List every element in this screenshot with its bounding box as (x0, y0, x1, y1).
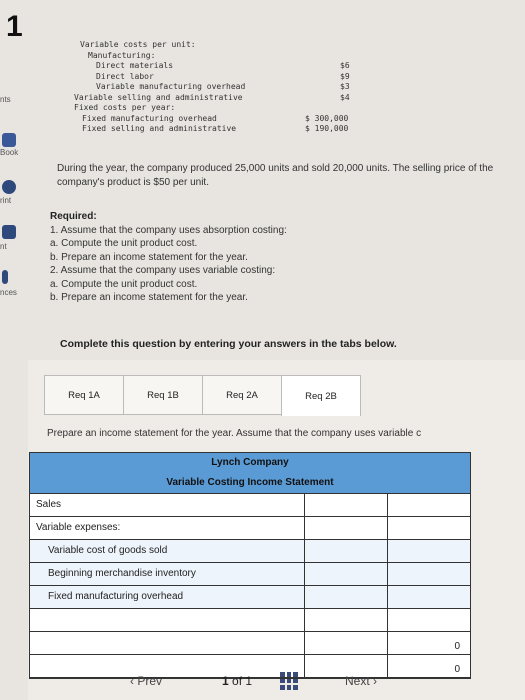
page-of: of 1 (232, 674, 253, 688)
table-row (30, 563, 470, 586)
costs-header: Variable costs per unit: (80, 40, 196, 49)
manufacturing-label: Manufacturing: (88, 50, 156, 60)
fixed-header: Fixed costs per year: (74, 103, 176, 112)
requirement-line: b. Prepare an income statement for the year. (50, 251, 248, 263)
total-input[interactable] (387, 609, 470, 631)
question-number: 1 (6, 10, 23, 43)
cost-label: Direct labor (96, 71, 154, 81)
problem-paragraph: During the year, the company produced 25,000 units and sold 20,000 units. The selling price of the company's product is $50 per unit. (57, 163, 494, 188)
cost-row (70, 93, 370, 104)
tab-instruction: Prepare an income statement for the year. Assume that the company uses variable c (47, 428, 422, 439)
total-input[interactable] (387, 563, 470, 585)
nav-item-print[interactable]: rint (0, 196, 12, 205)
book-icon[interactable] (2, 133, 16, 147)
row-label[interactable]: Fixed manufacturing overhead (30, 586, 305, 608)
cost-row (70, 72, 370, 83)
prev-button[interactable] (130, 674, 162, 688)
row-label[interactable]: Variable cost of goods sold (30, 540, 305, 562)
cost-value: $4 (340, 92, 350, 102)
total-input[interactable]: 0 (454, 641, 460, 652)
cost-value: $ 300,000 (305, 113, 349, 123)
bracket-icon[interactable] (2, 270, 8, 284)
company-name: Lynch Company (211, 457, 289, 468)
required-title: Required: (50, 211, 97, 222)
requirements (50, 210, 500, 305)
table-row (30, 540, 470, 563)
complete-instruction: Complete this question by entering your answers in the tabs below. (60, 338, 397, 350)
page-indicator (222, 674, 252, 688)
row-label[interactable]: Sales (30, 494, 305, 516)
amount-input[interactable] (305, 609, 388, 631)
next-label: Next (345, 674, 370, 688)
row-label[interactable] (30, 632, 305, 654)
cost-value: $ 190,000 (305, 124, 349, 133)
table-row (30, 632, 470, 655)
tab-req-1a[interactable]: Req 1A (44, 375, 124, 415)
cost-row (70, 61, 370, 72)
next-button[interactable] (345, 674, 377, 688)
total-input[interactable] (387, 586, 470, 608)
total-input[interactable]: 0 (454, 664, 460, 675)
amount-input[interactable] (305, 494, 388, 516)
cost-row (70, 124, 370, 135)
cost-label: Fixed manufacturing overhead (82, 113, 217, 123)
left-nav (0, 60, 30, 360)
nav-item-1[interactable]: nts (0, 95, 11, 104)
grid-icon[interactable] (280, 672, 298, 690)
statement-header (30, 453, 470, 494)
cost-value: $3 (340, 82, 350, 91)
statement-title: Variable Costing Income Statement (166, 477, 334, 488)
requirement-line: 2. Assume that the company uses variable costing: (50, 265, 276, 276)
grid-icon[interactable] (2, 225, 16, 239)
cost-label: Variable manufacturing overhead (96, 82, 246, 91)
tab-req-2a[interactable]: Req 2A (202, 375, 282, 415)
cost-label: Variable selling and administrative (74, 92, 243, 102)
chevron-right-icon: › (373, 674, 378, 688)
prev-label: Prev (137, 674, 163, 688)
total-input[interactable] (387, 517, 470, 539)
requirement-line: a. Compute the unit product cost. (50, 278, 198, 290)
pagination (130, 668, 430, 698)
requirement-line: a. Compute the unit product cost. (50, 238, 198, 249)
cost-label: Fixed selling and administrative (82, 124, 237, 133)
cost-value: $6 (340, 61, 350, 70)
table-row (30, 586, 470, 609)
income-statement-table (29, 452, 471, 679)
current-page: 1 (222, 674, 229, 688)
table-row (30, 494, 470, 517)
nav-item-4[interactable]: nt (0, 242, 7, 251)
tab-req-2b[interactable]: Req 2B (281, 375, 361, 416)
table-row (30, 609, 470, 632)
amount-input[interactable] (305, 586, 388, 608)
amount-input[interactable] (305, 540, 388, 562)
cost-row (70, 114, 370, 125)
requirement-line: 1. Assume that the company uses absorption costing: (50, 224, 287, 236)
requirement-line: b. Prepare an income statement for the year. (50, 292, 248, 303)
chevron-left-icon: ‹ (130, 674, 134, 688)
total-input[interactable] (387, 540, 470, 562)
cost-label: Direct materials (96, 61, 174, 70)
table-row (30, 517, 470, 540)
row-label[interactable]: Variable expenses: (30, 517, 305, 539)
cost-value: $9 (340, 71, 350, 81)
amount-input[interactable] (305, 632, 388, 654)
cost-data (70, 40, 370, 135)
print-icon[interactable] (2, 180, 16, 194)
row-label[interactable] (30, 609, 305, 631)
amount-input[interactable] (305, 563, 388, 585)
total-input[interactable] (387, 494, 470, 516)
nav-item-book[interactable]: Book (0, 148, 19, 157)
row-label[interactable]: Beginning merchandise inventory (30, 563, 305, 585)
cost-row (70, 82, 370, 93)
nav-item-5[interactable]: nces (0, 288, 17, 297)
amount-input[interactable] (305, 517, 388, 539)
tab-req-1b[interactable]: Req 1B (123, 375, 203, 415)
